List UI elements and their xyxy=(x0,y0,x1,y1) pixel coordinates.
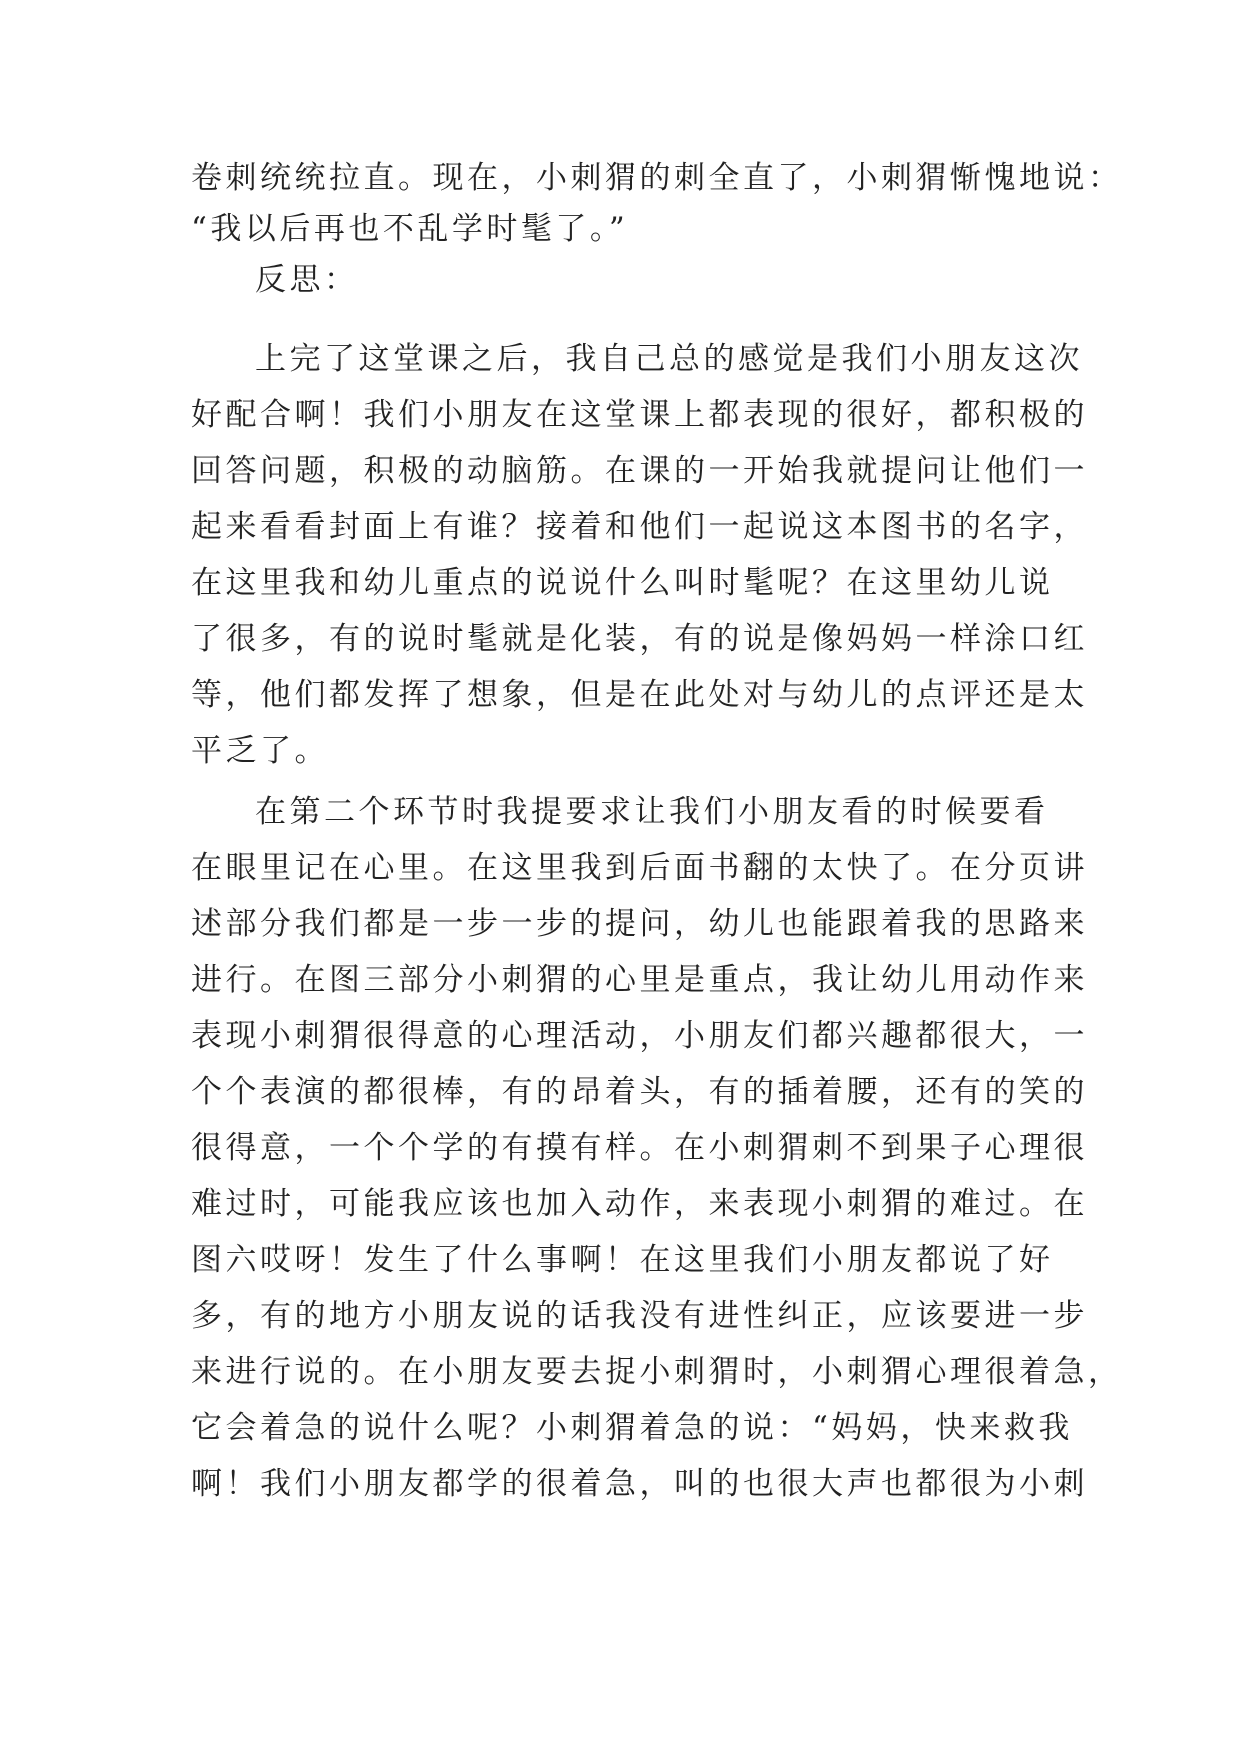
text-line: 起来看看封面上有谁？接着和他们一起说这本图书的名字， xyxy=(191,509,1088,545)
section-heading: 反思： xyxy=(255,262,359,298)
text-line: 表现小刺猬很得意的心理活动，小朋友们都兴趣都很大，一 xyxy=(191,1018,1088,1054)
text-line: 进行。在图三部分小刺猬的心里是重点，我让幼儿用动作来 xyxy=(191,962,1088,998)
text-line: 等，他们都发挥了想象，但是在此处对与幼儿的点评还是太 xyxy=(191,677,1088,713)
text-line: 多，有的地方小朋友说的话我没有进性纠正，应该要进一步 xyxy=(191,1298,1088,1334)
text-line: 很得意，一个个学的有摸有样。在小刺猬刺不到果子心理很 xyxy=(191,1130,1088,1166)
text-line: 来进行说的。在小朋友要去捉小刺猬时，小刺猬心理很着急， xyxy=(191,1354,1123,1390)
text-line: 在眼里记在心里。在这里我到后面书翻的太快了。在分页讲 xyxy=(191,850,1088,886)
text-line: 个个表演的都很棒，有的昂着头，有的插着腰，还有的笑的 xyxy=(191,1074,1088,1110)
text-line: 述部分我们都是一步一步的提问，幼儿也能跟着我的思路来 xyxy=(191,906,1088,942)
text-line: 平乏了。 xyxy=(191,733,329,769)
text-line: 上完了这堂课之后，我自己总的感觉是我们小朋友这次 xyxy=(255,341,1083,377)
text-line: 在这里我和幼儿重点的说说什么叫时髦呢？在这里幼儿说 xyxy=(191,565,1054,601)
text-line: 它会着急的说什么呢？小刺猬着急的说：“妈妈，快来救我 xyxy=(191,1410,1073,1446)
text-line: 卷刺统统拉直。现在，小刺猬的刺全直了，小刺猬惭愧地说： xyxy=(191,160,1123,196)
text-line: 了很多，有的说时髦就是化装，有的说是像妈妈一样涂口红 xyxy=(191,621,1088,657)
text-line: 难过时，可能我应该也加入动作，来表现小刺猬的难过。在 xyxy=(191,1186,1088,1222)
text-line: 回答问题，积极的动脑筋。在课的一开始我就提问让他们一 xyxy=(191,453,1088,489)
text-line: 啊！我们小朋友都学的很着急，叫的也很大声也都很为小刺 xyxy=(191,1466,1088,1502)
text-line: 在第二个环节时我提要求让我们小朋友看的时候要看 xyxy=(255,794,1049,830)
text-line: “我以后再也不乱学时髦了。” xyxy=(191,211,629,247)
text-line: 图六哎呀！发生了什么事啊！在这里我们小朋友都说了好 xyxy=(191,1242,1054,1278)
text-line: 好配合啊！我们小朋友在这堂课上都表现的很好，都积极的 xyxy=(191,397,1088,433)
